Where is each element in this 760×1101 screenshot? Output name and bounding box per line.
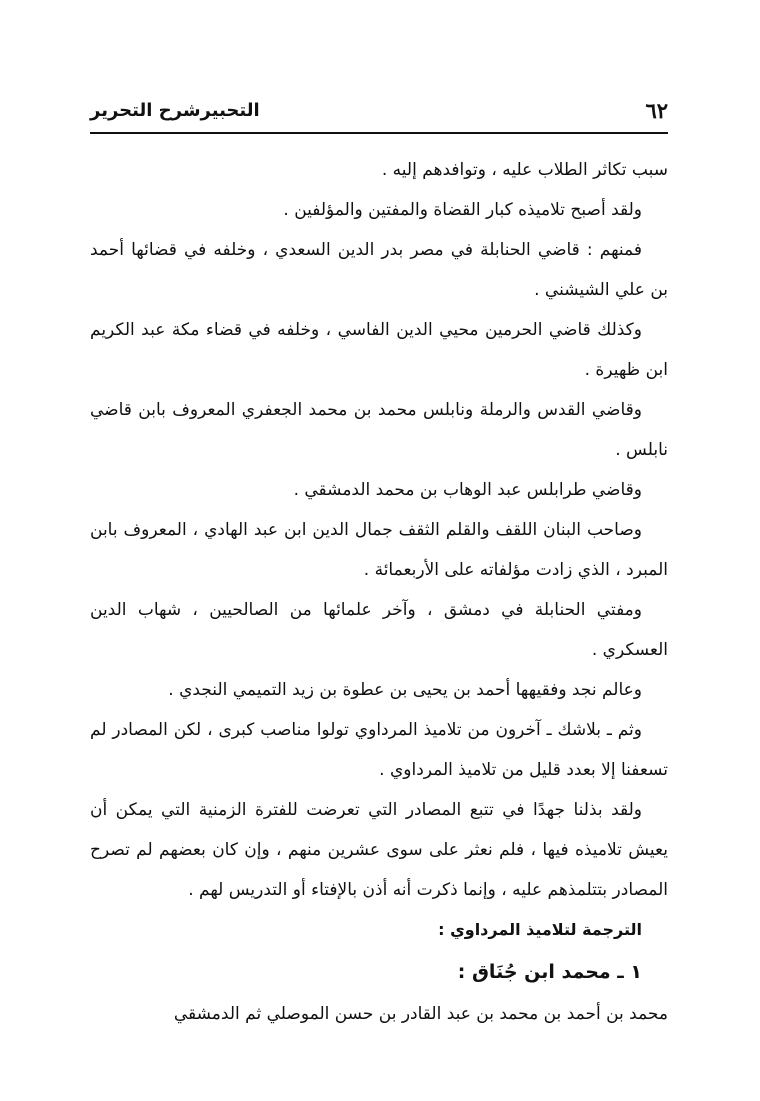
body-text <box>90 150 668 1034</box>
paragraph: ولقد أصبح تلاميذه كبار القضاة والمفتين والمؤلفين . <box>283 200 642 220</box>
paragraph: وعالم نجد وفقيهها أحمد بن يحيى بن عطوة بن زيد التميمي النجدي . <box>168 680 642 700</box>
paragraph: ولقد بذلنا جهدًا في تتبع المصادر التي تعرضت للفترة الزمنية التي يمكن أن يعيش تلاميذه فيها ، فلم نعثر على سوى عشرين منهم ، وإن كان بعضهم لم تصرح المصادر بتتلمذهم عليه ، وإنما ذكرت أنه أذن بالإفتاء أو التدريس لهم . <box>90 800 668 900</box>
paragraph: محمد بن أحمد بن محمد بن عبد القادر بن حسن الموصلي ثم الدمشقي <box>173 1004 668 1024</box>
running-title: التحبيرشرح التحرير <box>90 100 260 121</box>
paragraph: فمنهم : قاضي الحنابلة في مصر بدر الدين السعدي ، وخلفه في قضائها أحمد بن علي الشيشني . <box>90 240 668 300</box>
paragraph: سبب تكاثر الطلاب عليه ، وتوافدهم إليه . <box>381 160 668 180</box>
paragraph: وقاضي طرابلس عبد الوهاب بن محمد الدمشقي . <box>293 480 642 500</box>
paragraph: وثم ـ بلاشك ـ آخرون من تلاميذ المرداوي تولوا مناصب كبرى ، لكن المصادر لم تسعفنا إلا بعدد قليل من تلاميذ المرداوي . <box>90 720 668 780</box>
paragraph: ومفتي الحنابلة في دمشق ، وآخر علمائها من الصالحيين ، شهاب الدين العسكري . <box>90 600 668 660</box>
page-number: ٦٢ <box>645 98 668 123</box>
section-heading: الترجمة لتلاميذ المرداوي : <box>438 920 642 939</box>
paragraph: وصاحب البنان اللقف والقلم الثقف جمال الدين ابن عبد الهادي ، المعروف بابن المبرد ، الذي زادت مؤلفاته على الأربعمائة . <box>90 520 668 580</box>
paragraph: وكذلك قاضي الحرمين محيي الدين الفاسي ، وخلفه في قضاء مكة عبد الكريم ابن ظهيرة . <box>90 320 668 380</box>
paragraph: وقاضي القدس والرملة ونابلس محمد بن محمد الجعفري المعروف بابن قاضي نابلس . <box>90 400 668 460</box>
page-header <box>90 92 668 134</box>
entry-title: ١ ـ محمد ابن جُنَاق : <box>457 961 642 983</box>
